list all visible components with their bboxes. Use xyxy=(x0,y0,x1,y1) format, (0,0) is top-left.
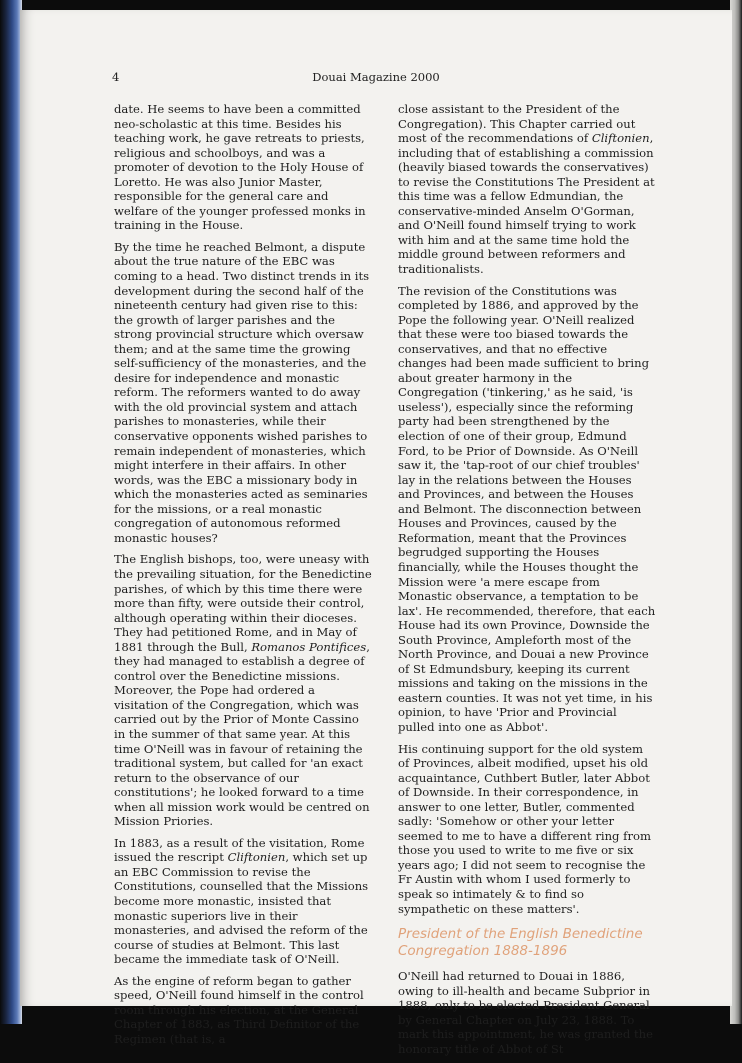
paragraph: His continuing support for the old system of Provinces, albeit modified, upset his old acquaintance, Cuthbert Butler, later Abbot of Downside. In their correspondence, in answer to one letter, Butler, commented sadly: 'Somehow or other your letter seemed to me to have a different ring from those you used to write to me five or six years ago; I did not seem to recognise the Fr Austin with whom I used formerly to speak so intimately & to find so sympathetic on these matters'. xyxy=(398,741,651,916)
book-spine xyxy=(0,0,22,1024)
italic-title: Cliftonien xyxy=(591,131,650,146)
italic-title: Cliftonien xyxy=(227,850,286,865)
paragraph: The revision of the Constitutions was completed by 1886, and approved by the Pope the following year. O'Neill realized that these were too biased towards the conservatives, and that no effective changes had been made sufficient to bring about greater harmony in the Congregation ('tinkering,' as he said, 'is useless'), especially since the reforming party had been strengthened by the election of one of their group, Edmund Ford, to be Prior of Downside. As O'Neill saw it, the 'tap-root of our chief troubles' lay in the relations between the Houses and Provinces, and between the Houses and Belmont. The disconnection between Houses and Provinces, caused by the Reformation, meant that the Provinces begrudged supporting the Houses financially, while the Houses thought the Mission were 'a mere escape from Monastic observance, a temptation to be lax'. He recommended, therefore, that each House had its own Province, Downside the South Province, Ampleforth most of the North Province, and Douai a new Province of St Edmundsbury, keeping its current missions and taking on the missions in the eastern counties. It was not yet time, in his opinion, to have 'Prior and Provincial pulled into one as Abbot'. xyxy=(398,283,656,734)
text-run: In 1883, as a result of the visitation, Rome issued the rescript xyxy=(114,835,365,865)
right-column xyxy=(398,102,656,1063)
text-run: , they had managed to establish a degree of control over the Benedictine missions. Moreover, the Pope had ordered a visitation of the Congregation, which was carried out by the Prior of Monte Cassino in the summer of that same year. At this time O'Neill was in favour of retaining the traditional system, but called for 'an exact return to the observance of our constitutions'; he looked forward to a time when all mission work would be centred on Mission Priories. xyxy=(114,639,370,829)
magazine-page xyxy=(20,10,732,1056)
paragraph: As the engine of reform began to gather speed, O'Neill found himself in the control room through his election, at the General Chapter of 1883, as Third Definitor of the Regimen (that is, a xyxy=(114,973,364,1046)
italic-title: Romanos Pontifices xyxy=(251,639,367,654)
paragraph: O'Neill had returned to Douai in 1886, owing to ill-health and became Subprior in 1888, only to be elected President General by General Chapter on July 23, 1888. To mark this appointment, he was granted the honorary title of Abbot of St xyxy=(398,969,653,1056)
paragraph xyxy=(114,552,372,828)
section-heading-line: President of the English Benedictine xyxy=(398,926,643,943)
paragraph xyxy=(114,836,372,967)
paragraph: date. He seems to have been a committed neo-scholastic at this time. Besides his teaching work, he gave retreats to priests, religious and schoolboys, and was a promoter of devotion to the Holy House of Loretto. He was also Junior Master, responsible for the general care and welfare of the younger professed monks in training in the House. xyxy=(114,102,366,233)
text-run: , which set up an EBC Commission to revise the Constitutions, counselled that the Missions become more monastic, insisted that monastic superiors live in their monasteries, and advised the reform of the course of studies at Belmont. This last became the immediate task of O'Neill. xyxy=(114,850,369,967)
paragraph xyxy=(398,102,656,277)
running-head: Douai Magazine 2000 xyxy=(312,70,440,84)
paragraph: By the time he reached Belmont, a dispute about the true nature of the EBC was coming to a head. Two distinct trends in its development during the second half of the nineteenth century had given rise to this: the growth of larger parishes and the strong provincial structure which oversaw them; and at the same time the growing self-sufficiency of the monasteries, and the desire for independence and monastic reform. The reformers wanted to do away with the old provincial system and attach parishes to monasteries, while their conservative opponents wished parishes to remain independent of monasteries, which might interfere in their affairs. In other words, was the EBC a missionary body in which the monasteries acted as seminaries for the missions, or a real monastic congregation of autonomous reformed monastic houses? xyxy=(114,239,370,545)
page-number: 4 xyxy=(112,70,120,84)
text-run: The English bishops, too, were uneasy with the prevailing situation, for the Benedictine parishes, of which by this time there were more than fifty, were outside their control, although operating within their dioceses. They had petitioned Rome, and in May of 1881 through the Bull, xyxy=(114,552,372,654)
section-heading xyxy=(398,926,656,960)
section-heading-line: Congregation 1888-1896 xyxy=(398,943,568,960)
text-run: , including that of establishing a commission (heavily biased towards the conservatives) to revise the Constitutions The President at this time was a fellow Edmundian, the conservative-minded Anselm O'Gorman, and O'Neill found himself trying to work with him and at the same time hold the middle ground between reformers and traditionalists. xyxy=(398,131,655,277)
text-run: close assistant to the President of the Congregation). This Chapter carried out most of the recommendations of xyxy=(398,102,636,146)
left-column xyxy=(114,102,372,1053)
